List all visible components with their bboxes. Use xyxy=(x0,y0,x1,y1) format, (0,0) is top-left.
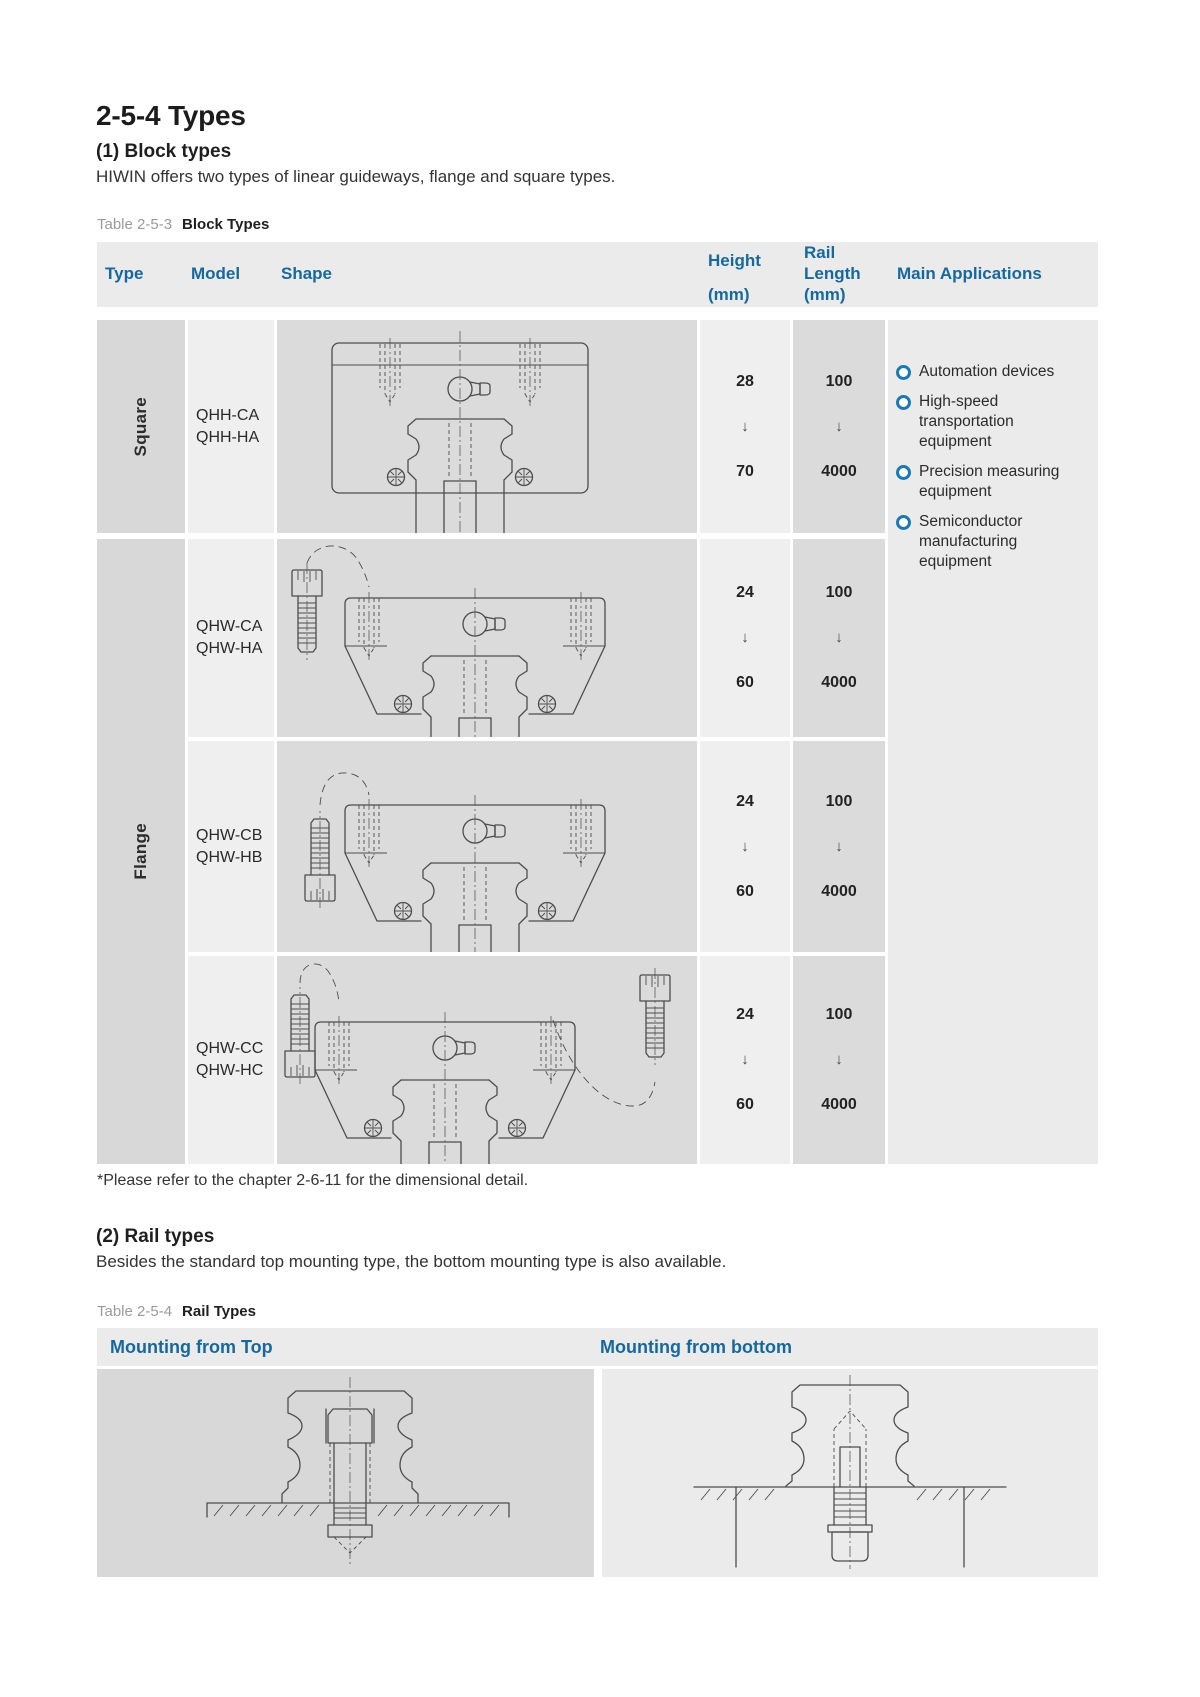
col-header-rail-unit: (mm) xyxy=(804,285,846,304)
model-row4-line1: QHW-CC xyxy=(196,1040,264,1057)
col-header-model: Model xyxy=(191,264,241,283)
square-block-cross-section xyxy=(332,331,588,533)
mounting-bolt-icon xyxy=(285,987,315,1084)
range-arrow-icon: ↓ xyxy=(835,629,843,646)
model-row2-line2: QHW-HA xyxy=(196,640,263,657)
height-cell-row3 xyxy=(700,741,790,952)
rail-types-table xyxy=(97,1328,1098,1577)
range-arrow-icon: ↓ xyxy=(835,417,843,435)
rail-min: 100 xyxy=(825,372,853,390)
qhw-cc-block-drawing xyxy=(277,956,697,1164)
height-min: 24 xyxy=(736,584,754,601)
model-row1-line1: QHH-CA xyxy=(196,406,260,424)
mount-from-top-drawing xyxy=(97,1369,594,1577)
range-arrow-icon: ↓ xyxy=(741,629,749,646)
height-min: 24 xyxy=(736,1006,754,1023)
rail-max: 4000 xyxy=(821,882,857,900)
page-title: 2-5-4 Types xyxy=(96,100,246,131)
rail-table-caption xyxy=(97,1303,256,1320)
range-arrow-icon: ↓ xyxy=(741,837,749,855)
height-cell-row2 xyxy=(700,539,790,737)
model-row4-line2: QHW-HC xyxy=(196,1062,264,1079)
application-text: Semiconductor manufacturing equipment xyxy=(919,513,1023,570)
range-arrow-icon: ↓ xyxy=(741,1051,749,1068)
rail-length-cell-row1 xyxy=(793,320,885,533)
col-header-type: Type xyxy=(105,264,144,283)
caption-title: Rail Types xyxy=(182,1303,256,1320)
height-min: 24 xyxy=(736,792,754,810)
shape-cell-row1 xyxy=(277,320,697,533)
block-types-description: HIWIN offers two types of linear guideways, flange and square types. xyxy=(96,167,616,186)
mount-bottom-cell xyxy=(602,1369,1098,1577)
col-header-main-applications: Main Applications xyxy=(897,264,1042,283)
rail-length-cell-row2 xyxy=(793,539,885,737)
bullet-ring-icon xyxy=(896,395,911,410)
col-header-rail-l2: Length xyxy=(804,264,861,283)
qhh-block-drawing xyxy=(277,320,697,533)
height-max: 60 xyxy=(736,1096,754,1113)
main-applications-cell xyxy=(888,320,1098,1164)
model-cell-row2 xyxy=(188,539,274,737)
caption-title: Block Types xyxy=(182,216,270,233)
rail-max: 4000 xyxy=(821,1096,857,1113)
mount-from-bottom-drawing xyxy=(602,1369,1098,1577)
rail-table-header-row xyxy=(97,1328,1098,1366)
type-label-flange: Flange xyxy=(131,823,150,880)
height-cell-row1 xyxy=(700,320,790,533)
col-header-mount-bottom: Mounting from bottom xyxy=(600,1336,792,1357)
col-header-shape: Shape xyxy=(281,264,333,283)
rail-length-cell-row4 xyxy=(793,956,885,1164)
rail-min: 100 xyxy=(825,584,853,601)
model-cell-row3 xyxy=(188,741,274,952)
list-item xyxy=(896,512,1074,572)
bullet-ring-icon xyxy=(896,515,911,530)
type-label-square: Square xyxy=(131,396,150,457)
height-max: 60 xyxy=(736,674,754,691)
bullet-ring-icon xyxy=(896,365,911,380)
rail-max: 4000 xyxy=(821,674,857,691)
height-max: 70 xyxy=(736,462,754,480)
mount-top-cell xyxy=(97,1369,594,1577)
grease-nipple-icon xyxy=(448,377,490,401)
caption-label: Table 2-5-3 xyxy=(97,216,173,233)
rail-types-heading: (2) Rail types xyxy=(96,1226,215,1247)
mounting-bolt-icon xyxy=(292,563,322,660)
rail-min: 100 xyxy=(825,792,853,810)
type-cell-flange xyxy=(97,539,185,1164)
mounting-bolt-icon xyxy=(640,968,670,1065)
list-item xyxy=(896,392,1074,452)
col-header-height-unit: (mm) xyxy=(708,285,750,304)
rail-max: 4000 xyxy=(821,462,857,480)
model-row2-line1: QHW-CA xyxy=(196,618,263,635)
shape-cell-row4 xyxy=(277,956,697,1164)
height-min: 28 xyxy=(736,372,754,390)
application-text: High-speed transportation equipment xyxy=(919,393,1014,450)
range-arrow-icon: ↓ xyxy=(835,1051,843,1068)
list-item xyxy=(896,462,1074,502)
application-text: Precision measuring equipment xyxy=(919,463,1060,500)
height-cell-row4 xyxy=(700,956,790,1164)
block-table-header-row xyxy=(97,242,1098,307)
type-cell-square xyxy=(97,320,185,533)
list-item xyxy=(896,362,1074,382)
model-row3-line2: QHW-HB xyxy=(196,848,263,866)
shape-cell-row2 xyxy=(277,539,697,737)
block-types-heading: (1) Block types xyxy=(96,141,232,162)
rail-types-description: Besides the standard top mounting type, the bottom mounting type is also available. xyxy=(96,1252,727,1271)
height-max: 60 xyxy=(736,882,754,900)
col-header-height: Height xyxy=(708,251,761,270)
col-header-rail-l1: Rail xyxy=(804,243,836,262)
range-arrow-icon: ↓ xyxy=(741,417,749,435)
qhw-ca-block-drawing xyxy=(277,539,697,737)
range-arrow-icon: ↓ xyxy=(835,837,843,855)
mounting-bolt-icon xyxy=(305,811,335,908)
model-row3-line1: QHW-CB xyxy=(196,826,263,844)
dimension-footnote: *Please refer to the chapter 2-6-11 for the dimensional detail. xyxy=(97,1172,529,1189)
col-header-mount-top: Mounting from Top xyxy=(110,1336,273,1357)
caption-label: Table 2-5-4 xyxy=(97,1303,173,1320)
block-types-table xyxy=(97,242,1098,1164)
model-row1-line2: QHH-HA xyxy=(196,428,260,446)
model-cell-row4 xyxy=(188,956,274,1164)
model-cell-row1 xyxy=(188,320,274,533)
block-table-caption xyxy=(97,216,269,233)
rail-length-cell-row3 xyxy=(793,741,885,952)
bullet-ring-icon xyxy=(896,465,911,480)
shape-cell-row3 xyxy=(277,741,697,952)
application-text: Automation devices xyxy=(919,363,1055,380)
qhw-cb-block-drawing xyxy=(277,741,697,952)
rail-min: 100 xyxy=(825,1006,853,1023)
